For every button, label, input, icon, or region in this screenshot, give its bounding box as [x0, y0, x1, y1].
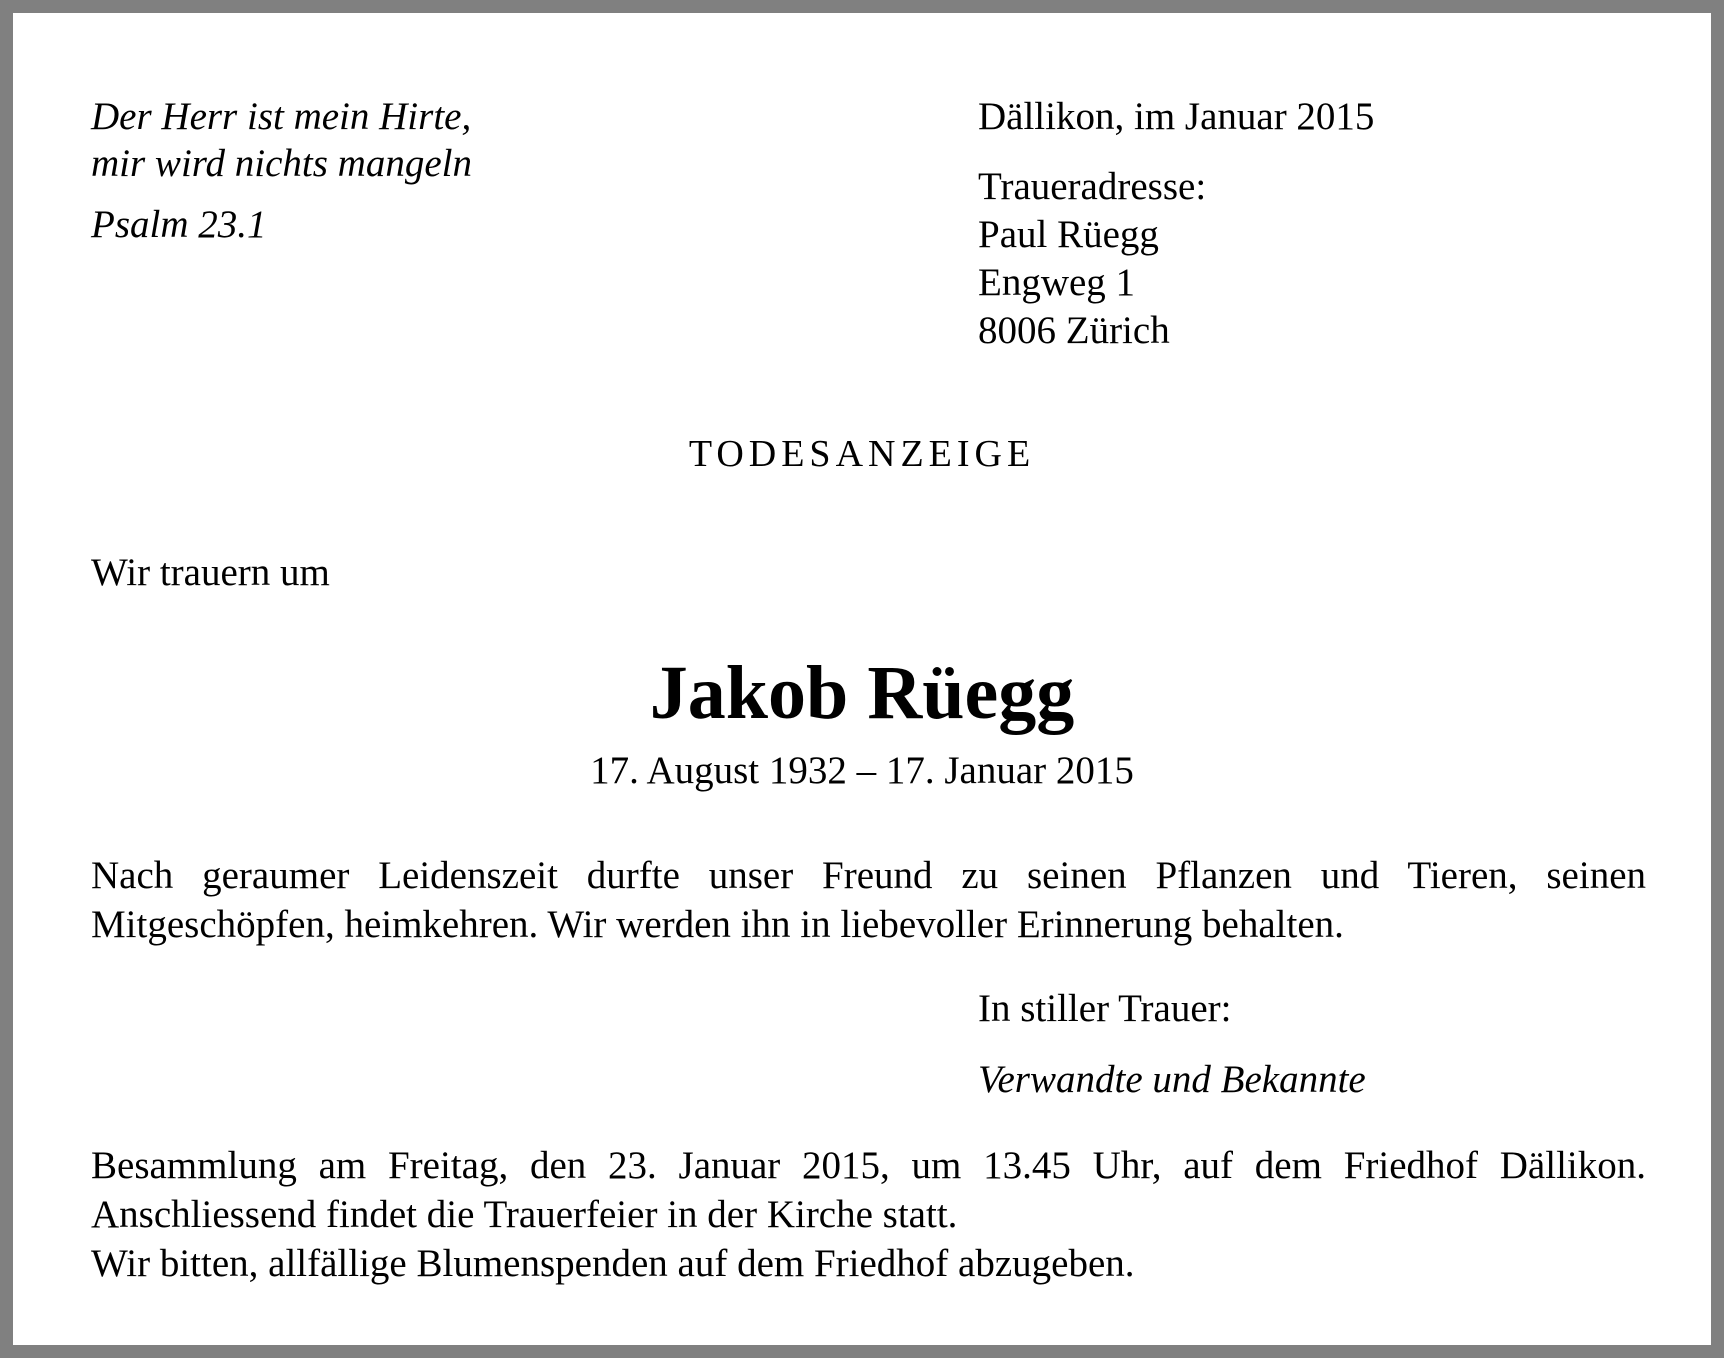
bible-verse — [91, 93, 472, 187]
verse-line-2: mir wird nichts mangeln — [91, 142, 472, 185]
verse-line-1: Der Herr ist mein Hirte, — [91, 95, 472, 138]
ceremony-line-3: Wir bitten, allfällige Blumenspenden auf dem Friedhof abzugeben. — [91, 1242, 1135, 1285]
address-street: Engweg 1 — [978, 261, 1136, 304]
life-dates: 17. August 1932 – 17. Januar 2015 — [590, 749, 1134, 792]
deceased-name: Jakob Rüegg — [649, 651, 1075, 735]
intro-text: Wir trauern um — [91, 551, 330, 594]
address-name: Paul Rüegg — [978, 213, 1159, 256]
ceremony-line-2: Anschliessend findet die Trauerfeier in der Kirche statt. — [91, 1193, 958, 1236]
body-paragraph: Nach geraumer Leidenszeit durfte unser Freund zu seinen Pflanzen und Tieren, seinen Mitgeschöpfen, heimkehren. Wir werden ihn in liebevoller Erinnerung behalten. — [91, 854, 1646, 946]
ceremony-line-1: Besammlung am Freitag, den 23. Januar 2015, um 13.45 Uhr, auf dem Friedhof Dällikon. — [91, 1144, 1646, 1187]
address-label: Traueradresse: — [978, 165, 1207, 208]
notice-heading: TODESANZEIGE — [688, 433, 1036, 475]
place-and-date: Dällikon, im Januar 2015 — [978, 95, 1375, 138]
ceremony-details — [91, 1141, 1646, 1288]
obituary-page — [13, 13, 1711, 1345]
mourners: Verwandte und Bekannte — [978, 1058, 1366, 1101]
verse-reference: Psalm 23.1 — [91, 203, 267, 246]
address-city: 8006 Zürich — [978, 309, 1170, 352]
mourning-address — [978, 163, 1206, 355]
mourning-label: In stiller Trauer: — [978, 987, 1232, 1030]
